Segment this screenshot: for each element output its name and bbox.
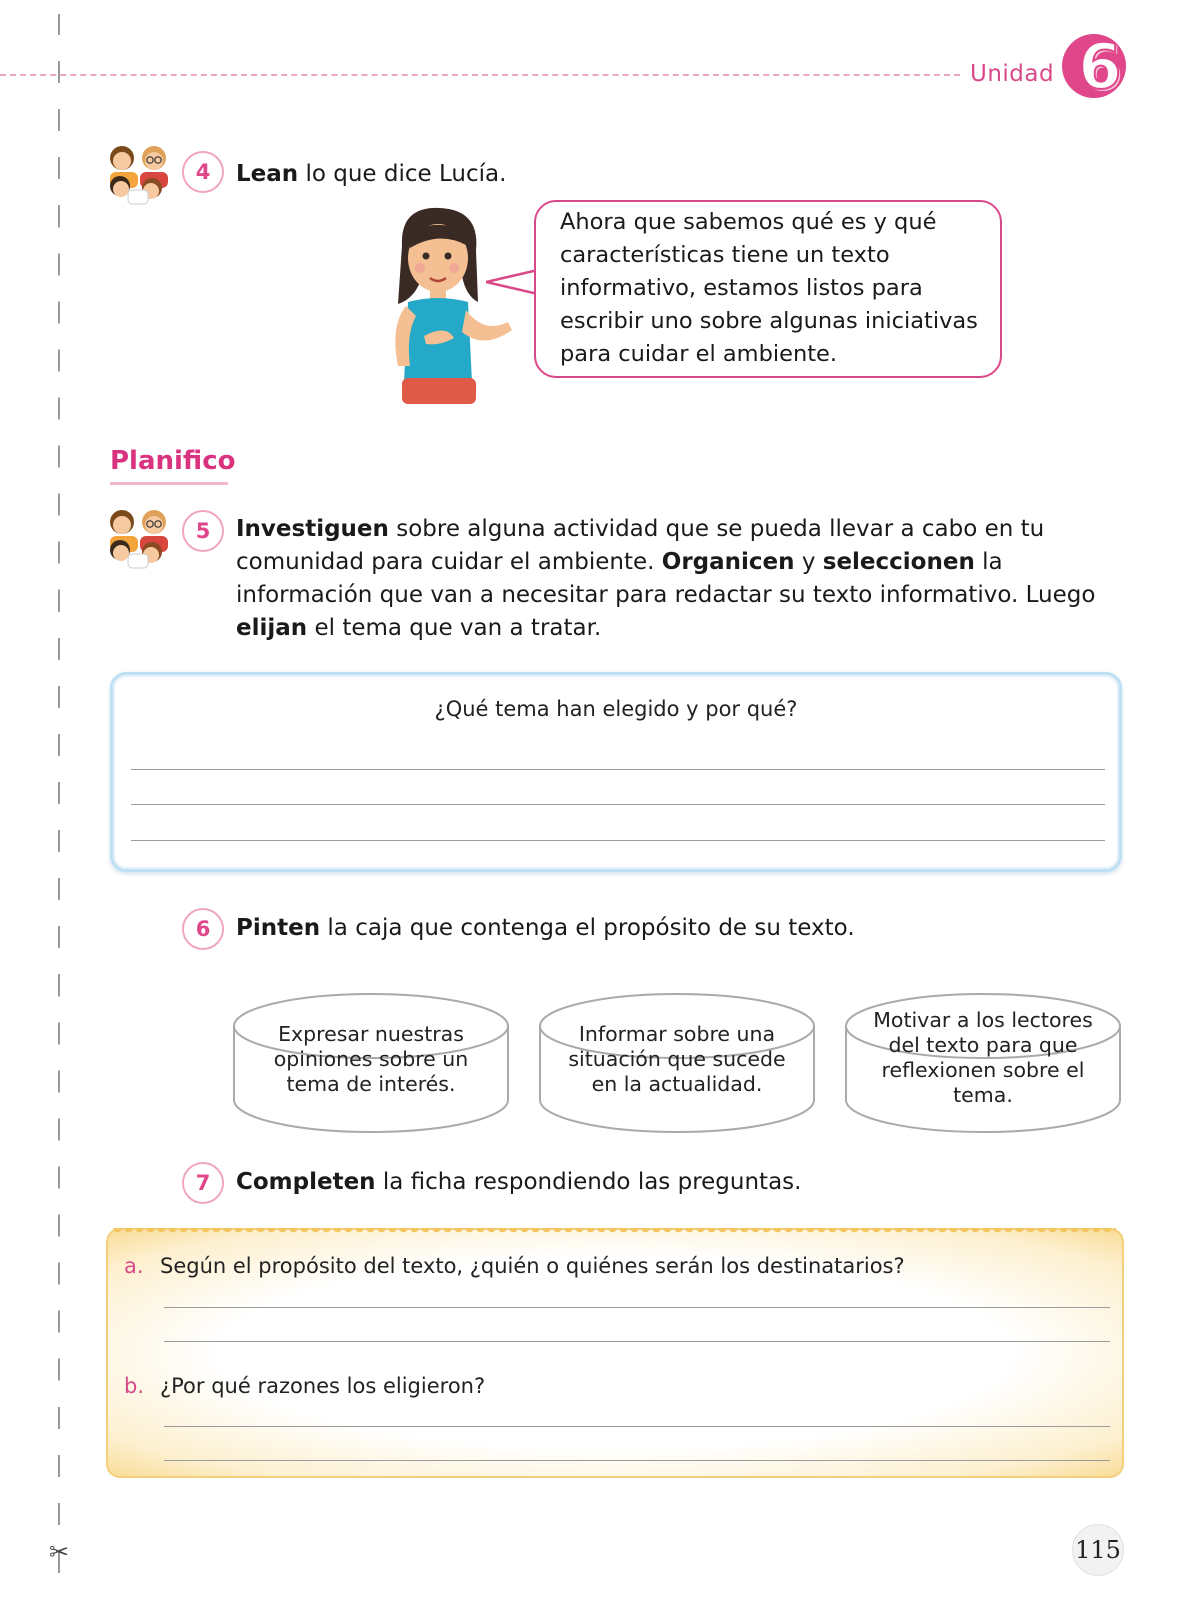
step7-verb: Completen [236, 1169, 376, 1195]
question-a-letter: a. [124, 1254, 144, 1278]
purpose-option-3[interactable] [844, 992, 1122, 1134]
step6-text: la caja que contenga el propósito de su texto. [320, 915, 855, 941]
speech-bubble-tail [486, 268, 538, 296]
scissors-icon: ✂ [49, 1538, 70, 1566]
step5-verb-4: elijan [236, 615, 308, 641]
cut-line [58, 14, 60, 1584]
step7-text: la ficha respondiendo las preguntas. [375, 1169, 802, 1195]
unit-label: Unidad [970, 61, 1055, 87]
purpose-option-text: Informar sobre una situación que sucede en la actualidad. [568, 1022, 786, 1096]
step5-text-4: el tema que van a tratar. [307, 615, 602, 641]
step4-text: lo que dice Lucía. [298, 161, 507, 187]
answer-line[interactable] [164, 1307, 1110, 1308]
purpose-option-text: Motivar a los lectores del texto para que reflexionen sobre el tema. [873, 1008, 1093, 1107]
purpose-option-2[interactable] [538, 992, 816, 1134]
question-b-text: ¿Por qué razones los eligieron? [160, 1374, 486, 1398]
group-icon [104, 506, 172, 570]
step6-verb: Pinten [236, 915, 321, 941]
answer-line[interactable] [164, 1341, 1110, 1342]
answer-line[interactable] [164, 1426, 1110, 1427]
step5-verb-2: Organicen [661, 549, 795, 575]
page-number: 115 [1072, 1524, 1124, 1576]
question-a-text: Según el propósito del texto, ¿quién o quiénes serán los destinatarios? [160, 1254, 905, 1278]
step5-text-1: sobre alguna actividad que se pueda llevar a cabo en tu comunidad para cuidar el ambiente. [236, 516, 1045, 575]
step7-instruction [236, 1166, 801, 1199]
step-number-6: 6 [182, 908, 224, 950]
step5-verb-1: Investiguen [236, 516, 389, 542]
girl-illustration [380, 206, 540, 404]
step-number-5: 5 [182, 510, 224, 552]
step4-instruction [236, 158, 506, 191]
purpose-option-1[interactable] [232, 992, 510, 1134]
step6-instruction [236, 912, 855, 945]
step-number-7: 7 [182, 1162, 224, 1204]
step5-text-2: y [794, 549, 823, 575]
purpose-option-text: Expresar nuestras opiniones sobre un tema de interés. [273, 1022, 469, 1096]
step5-text-3: la información que van a necesitar para redactar su texto informativo. Luego [236, 549, 1096, 608]
step5-verb-3: seleccionen [822, 549, 975, 575]
answer-line[interactable] [131, 840, 1105, 841]
question-b-letter: b. [124, 1374, 145, 1398]
answer-line[interactable] [131, 804, 1105, 805]
speech-bubble: Ahora que sabemos qué es y qué características tiene un texto informativo, estamos listos para escribir uno sobre algunas iniciativas para cuidar el ambiente. [534, 200, 1002, 378]
answer-line[interactable] [164, 1460, 1110, 1461]
answer-line[interactable] [131, 769, 1105, 770]
answer-box-topic [110, 672, 1122, 872]
group-icon [104, 142, 172, 206]
step4-verb: Lean [236, 161, 299, 187]
section-heading: Planifico [110, 446, 236, 476]
header-divider [0, 74, 960, 76]
card-border-decoration [112, 1228, 1116, 1242]
step5-instruction [236, 513, 1121, 645]
unit-number: 6 [1078, 30, 1122, 103]
step-number-4: 4 [182, 151, 224, 193]
topic-question: ¿Qué tema han elegido y por qué? [434, 697, 798, 721]
heading-underline [110, 482, 228, 485]
